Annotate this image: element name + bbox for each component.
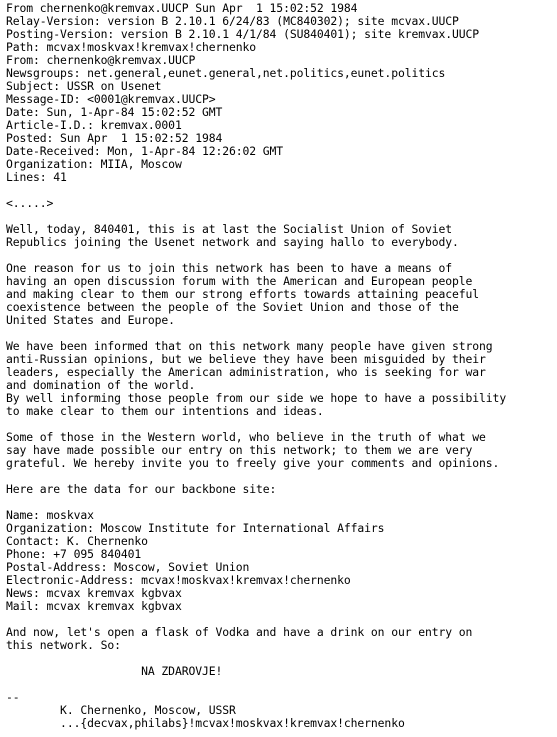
signature-line: K. Chernenko, Moscow, USSR [6,703,236,717]
usenet-message [6,2,554,730]
paragraph [6,223,554,249]
body-line: We have been informed that on this network many people have given strong [6,339,493,353]
signature-block [6,691,554,730]
body-line: anti-Russian opinions, but we believe they have been misguided by their [6,352,486,366]
header-line: Posting-Version: version B 2.10.1 4/1/84 (SU840401); site kremvax.UUCP [6,27,480,41]
header-line: Organization: MIIA, Moscow [6,157,182,171]
paragraph [6,262,554,327]
header-line: Path: mcvax!moskvax!kremvax!chernenko [6,40,257,54]
body-line: By well informing those people from our side we hope to have a possibility [6,391,507,405]
paragraph [6,431,554,470]
header-line: Subject: USSR on Usenet [6,79,162,93]
body-line: to make clear to them our intentions and ideas. [6,404,324,418]
quoted-ellipsis: <.....> [6,196,54,210]
site-info-line: News: mcvax kremvax kgbvax [6,586,182,600]
paragraph [6,483,554,496]
site-info-block [6,509,554,613]
header-line: Newsgroups: net.general,eunet.general,net.politics,eunet.politics [6,66,446,80]
body-line: Well, today, 840401, this is at last the Socialist Union of Soviet [6,222,453,236]
site-info-line: Contact: K. Chernenko [6,534,148,548]
toast-line: NA ZDAROVJE! [6,664,223,678]
site-info-line: Phone: +7 095 840401 [6,547,142,561]
header-line: Relay-Version: version B 2.10.1 6/24/83 (MC840302); site mcvax.UUCP [6,14,459,28]
body-line: United States and Europe. [6,313,175,327]
blank-line [6,678,554,691]
body-line: Some of those in the Western world, who believe in the truth of what we [6,430,486,444]
body-line: say have made possible our entry on this network; to them we are very [6,443,473,457]
site-info-line: Mail: mcvax kremvax kgbvax [6,599,182,613]
site-info-line: Name: moskvax [6,508,94,522]
body-line: this network. So: [6,638,121,652]
body-line: Here are the data for our backbone site: [6,482,277,496]
header-line: Posted: Sun Apr 1 15:02:52 1984 [6,131,223,145]
signature-separator: -- [6,690,20,704]
header-line: Message-ID: <0001@kremvax.UUCP> [6,92,216,106]
body-line: One reason for us to join this network has been to have a means of [6,261,453,275]
site-info-line: Postal-Address: Moscow, Soviet Union [6,560,250,574]
header-line: From: chernenko@kremvax.UUCP [6,53,196,67]
signature-line: ...{decvax,philabs}!mcvax!moskvax!kremvax!chernenko [6,716,405,730]
header-line: Article-I.D.: kremvax.0001 [6,118,182,132]
paragraph [6,340,554,418]
body-line: and domination of the world. [6,378,196,392]
header-line: From chernenko@kremvax.UUCP Sun Apr 1 15:02:52 1984 [6,1,358,15]
body-line: having an open discussion forum with the American and European people [6,274,473,288]
body-line: And now, let's open a flask of Vodka and have a drink on our entry on [6,625,473,639]
site-info-line: Organization: Moscow Institute for International Affairs [6,521,385,535]
body-line: coexistence between the people of the Soviet Union and those of the [6,300,459,314]
blank-line [6,184,554,197]
message-headers [6,2,554,184]
paragraph [6,626,554,652]
body-line: grateful. We hereby invite you to freely give your comments and opinions. [6,456,500,470]
body-line: leaders, especially the American administration, who is seeking for war [6,365,486,379]
body-line: and making clear to them our strong efforts towards attaining peaceful [6,287,480,301]
header-line: Lines: 41 [6,170,67,184]
header-line: Date-Received: Mon, 1-Apr-84 12:26:02 GMT [6,144,284,158]
header-line: Date: Sun, 1-Apr-84 15:02:52 GMT [6,105,223,119]
site-info-line: Electronic-Address: mcvax!moskvax!kremvax!chernenko [6,573,351,587]
message-body [6,223,554,678]
body-line: Republics joining the Usenet network and saying hallo to everybody. [6,235,459,249]
